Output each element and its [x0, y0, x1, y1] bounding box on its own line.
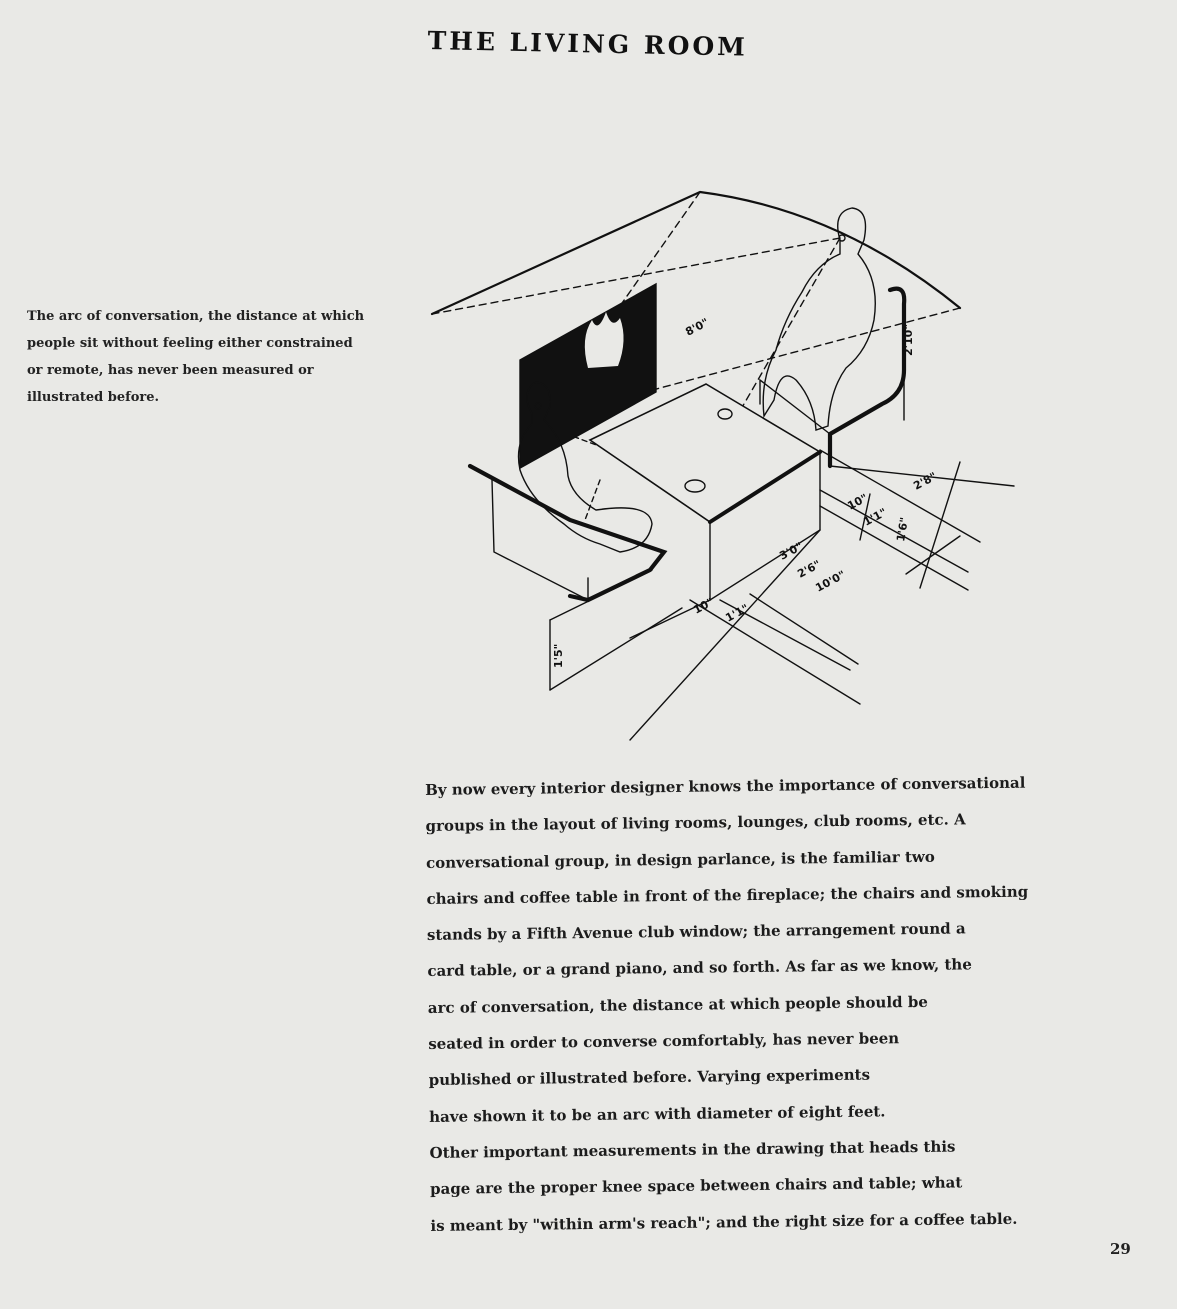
conversation-arc — [432, 192, 960, 314]
body-line: Other important measurements in the drawing that heads this — [429, 1137, 956, 1162]
arc-dashed-line — [585, 480, 600, 520]
body-line: have shown it to be an arc with diameter of eight feet. — [429, 1102, 886, 1126]
dimension-label: 1'5" — [552, 643, 565, 668]
dimension-label: 8'0" — [683, 315, 711, 339]
right-chair-back — [830, 289, 904, 466]
dimension-label: 3'0" — [777, 539, 805, 563]
body-text — [425, 768, 1071, 1248]
body-line: conversational group, in design parlance, is the familiar two — [425, 847, 935, 872]
dimension-label: 10'0" — [813, 568, 848, 595]
body-line: is meant by "within arm's reach"; and the right size for a coffee table. — [430, 1209, 1018, 1235]
body-line: card table, or a grand piano, and so forth. As far as we know, the — [427, 955, 972, 981]
page-title: THE LIVING ROOM — [427, 26, 749, 62]
dimension-line — [690, 600, 860, 704]
caption-line: illustrated before. — [27, 390, 160, 405]
dimension-line — [550, 608, 682, 690]
left-chair-arm — [470, 466, 664, 600]
body-line: chairs and coffee table in front of the fireplace; the chairs and smoking — [426, 882, 1029, 908]
caption-line: people sit without feeling either constrained — [27, 336, 353, 351]
illustration-caption — [27, 303, 387, 411]
body-line: published or illustrated before. Varying experiments — [428, 1065, 871, 1090]
dimension-label: 10" — [845, 491, 870, 513]
page-number: 29 — [1110, 1240, 1131, 1258]
dimension-line — [550, 570, 652, 620]
dimension-label: 2'6" — [795, 557, 823, 581]
body-line: groups in the layout of living rooms, lounges, club rooms, etc. A — [425, 810, 966, 836]
living-room-conversation-diagram — [420, 180, 1040, 770]
dimension-line — [750, 594, 858, 664]
left-chair-body — [492, 480, 588, 600]
dimension-label: 1'6" — [894, 516, 912, 543]
dimension-line — [820, 490, 968, 572]
caption-line: or remote, has never been measured or — [27, 363, 314, 378]
dimension-label: 1'1" — [861, 505, 889, 529]
body-line: page are the proper knee space between chairs and table; what — [429, 1173, 963, 1199]
dimension-label: 1'1" — [723, 601, 751, 625]
body-line: seated in order to converse comfortably, has never been — [428, 1029, 900, 1054]
body-line: By now every interior designer knows the importance of conversational — [425, 773, 1026, 799]
dimension-label: 10" — [691, 595, 716, 617]
body-line: stands by a Fifth Avenue club window; the arrangement round a — [426, 919, 966, 945]
dimension-label: 2'10" — [902, 323, 915, 356]
body-line: arc of conversation, the distance at which people should be — [427, 992, 928, 1017]
caption-line: The arc of conversation, the distance at which — [27, 309, 365, 324]
dimension-label: 2'8" — [911, 469, 939, 493]
